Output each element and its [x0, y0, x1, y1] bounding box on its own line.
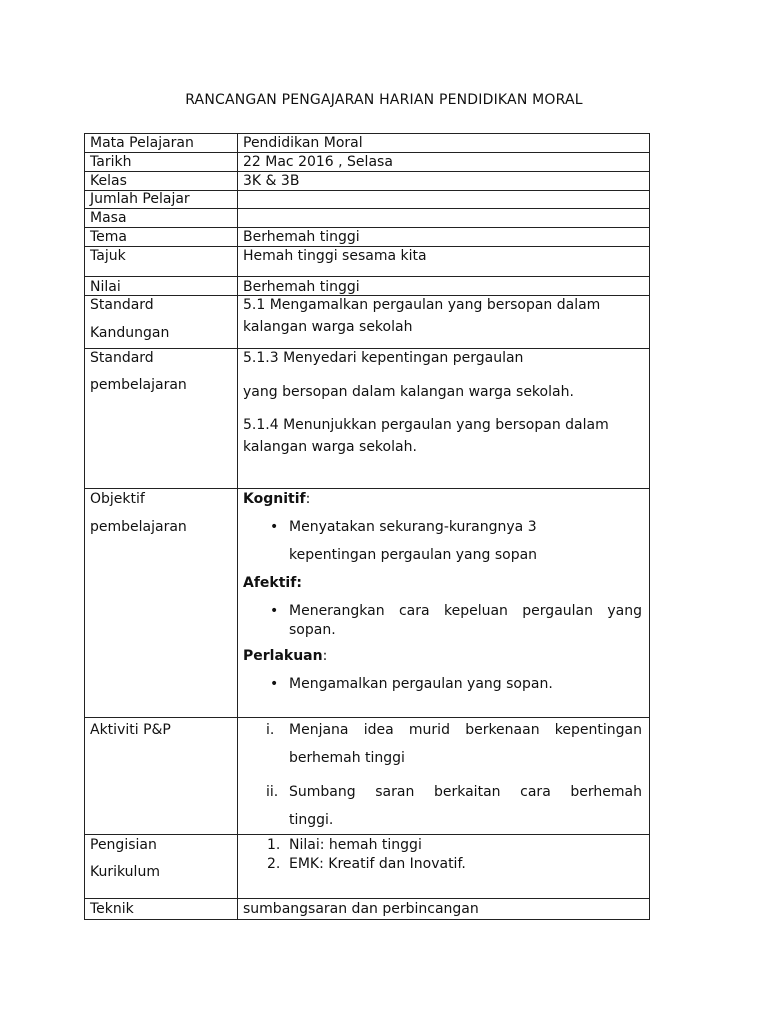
value-nilai: Berhemah tinggi: [243, 279, 360, 295]
colon: :: [305, 491, 311, 507]
label-pengisian-1: Pengisian: [90, 837, 157, 853]
pengisian-item-1: Nilai: hemah tinggi: [289, 837, 422, 853]
row-divider: [84, 208, 650, 209]
bullet-icon: •: [270, 519, 279, 535]
afektif-line-2: sopan.: [289, 622, 336, 638]
label-aktiviti: Aktiviti P&P: [90, 722, 171, 738]
label-standard-pembelajaran-2: pembelajaran: [90, 377, 187, 393]
kognitif-line-1: Menyatakan sekurang-kurangnya 3: [289, 519, 537, 535]
row-divider: [84, 227, 650, 228]
aktiviti-item-1-marker: i.: [266, 722, 275, 738]
row-divider: [84, 276, 650, 277]
kognitif-heading-text: Kognitif: [243, 491, 306, 507]
page-title: RANCANGAN PENGAJARAN HARIAN PENDIDIKAN MORAL: [185, 92, 583, 108]
value-tarikh: 22 Mac 2016 , Selasa: [243, 154, 393, 170]
aktiviti-item-1-line-2: berhemah tinggi: [289, 750, 405, 766]
standard-pembelajaran-item-1-line-1: 5.1.3 Menyedari kepentingan pergaulan: [243, 350, 524, 366]
label-mata-pelajaran: Mata Pelajaran: [90, 135, 194, 151]
value-kelas: 3K & 3B: [243, 173, 300, 189]
label-tarikh: Tarikh: [90, 154, 132, 170]
aktiviti-item-2-marker: ii.: [266, 784, 279, 800]
column-divider: [237, 133, 238, 920]
row-divider: [84, 717, 650, 718]
bullet-icon: •: [270, 603, 279, 619]
label-teknik: Teknik: [90, 901, 134, 917]
table-border-right: [649, 133, 650, 920]
value-teknik: sumbangsaran dan perbincangan: [243, 901, 479, 917]
perlakuan-heading-text: Perlakuan: [243, 648, 323, 664]
afektif-heading: Afektif:: [243, 575, 302, 591]
row-divider: [84, 488, 650, 489]
label-tajuk: Tajuk: [90, 248, 126, 264]
colon: :: [322, 648, 328, 664]
value-tajuk: Hemah tinggi sesama kita: [243, 248, 427, 264]
pengisian-item-2-marker: 2.: [267, 856, 281, 872]
label-standard-pembelajaran-1: Standard: [90, 350, 154, 366]
label-objektif-1: Objektif: [90, 491, 145, 507]
aktiviti-item-2-line-1: Sumbang saran berkaitan cara berhemah: [289, 784, 642, 800]
row-divider: [84, 171, 650, 172]
aktiviti-item-1-line-1: Menjana idea murid berkenaan kepentingan: [289, 722, 642, 738]
aktiviti-item-2-line-2: tinggi.: [289, 812, 334, 828]
standard-kandungan-line-1: 5.1 Mengamalkan pergaulan yang bersopan dalam: [243, 297, 601, 313]
pengisian-item-2: EMK: Kreatif dan Inovatif.: [289, 856, 466, 872]
label-objektif-2: pembelajaran: [90, 519, 187, 535]
label-kelas: Kelas: [90, 173, 127, 189]
kognitif-heading: [243, 490, 310, 508]
label-standard-kandungan-2: Kandungan: [90, 325, 170, 341]
afektif-line-1: Menerangkan cara kepeluan pergaulan yang: [289, 603, 642, 619]
label-standard-kandungan-1: Standard: [90, 297, 154, 313]
label-nilai: Nilai: [90, 279, 121, 295]
standard-pembelajaran-item-2-line-2: kalangan warga sekolah.: [243, 439, 417, 455]
standard-kandungan-line-2: kalangan warga sekolah: [243, 319, 413, 335]
label-tema: Tema: [90, 229, 128, 245]
table-border-bottom: [84, 919, 650, 920]
value-mata-pelajaran: Pendidikan Moral: [243, 135, 363, 151]
perlakuan-heading: [243, 647, 327, 665]
kognitif-line-2: kepentingan pergaulan yang sopan: [289, 547, 538, 563]
standard-pembelajaran-item-1-line-2: yang bersopan dalam kalangan warga sekolah.: [243, 384, 574, 400]
row-divider: [84, 834, 650, 835]
table-border-left: [84, 133, 85, 920]
pengisian-item-1-marker: 1.: [267, 837, 281, 853]
label-masa: Masa: [90, 210, 127, 226]
perlakuan-line-1: Mengamalkan pergaulan yang sopan.: [289, 676, 553, 692]
row-divider: [84, 898, 650, 899]
label-jumlah-pelajar: Jumlah Pelajar: [90, 191, 190, 207]
value-tema: Berhemah tinggi: [243, 229, 360, 245]
standard-pembelajaran-item-2-line-1: 5.1.4 Menunjukkan pergaulan yang bersopan dalam: [243, 417, 609, 433]
label-pengisian-2: Kurikulum: [90, 864, 160, 880]
bullet-icon: •: [270, 676, 279, 692]
